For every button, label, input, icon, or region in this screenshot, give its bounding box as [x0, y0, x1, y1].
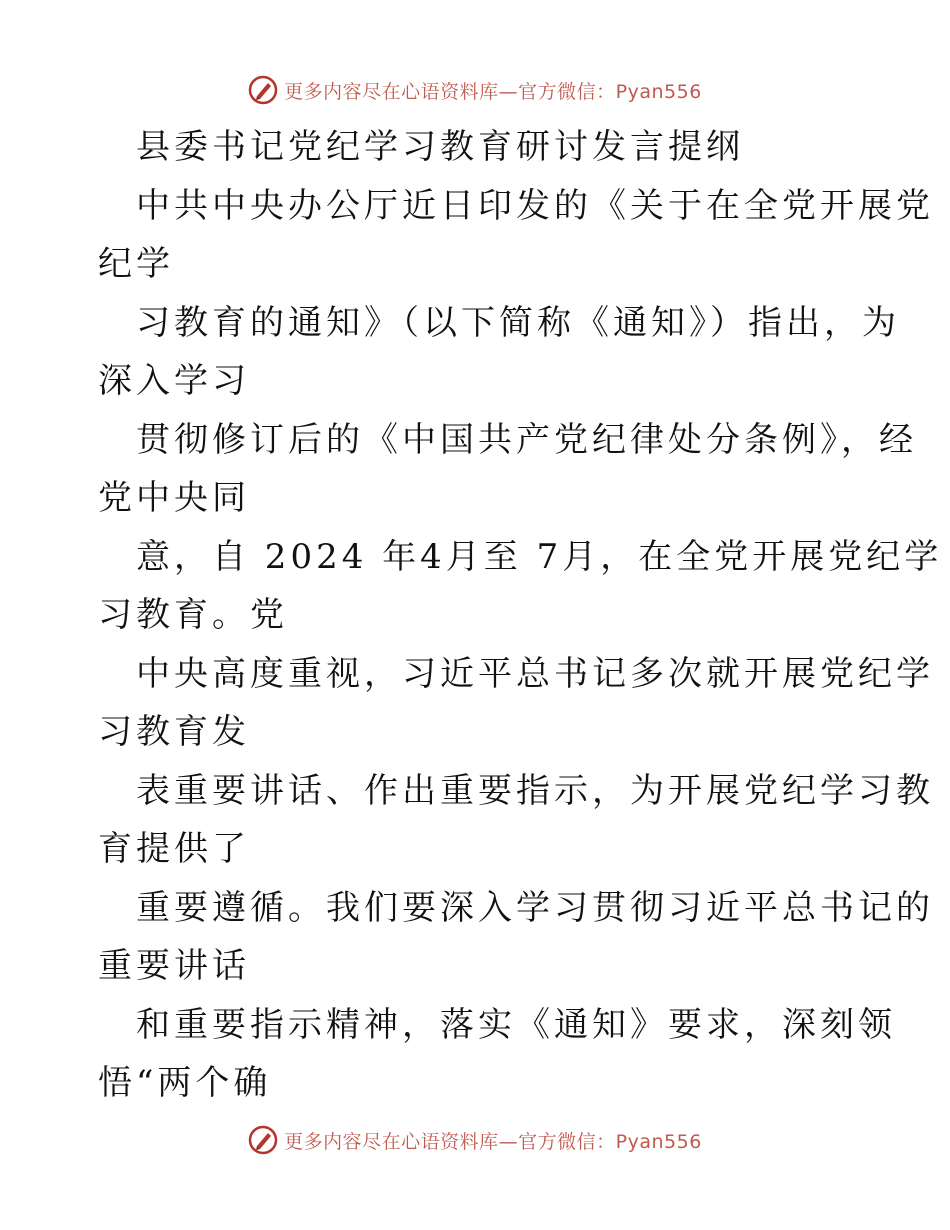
document-title: 县委书记党纪学习教育研讨发言提纲: [136, 127, 744, 167]
text-line: 中央高度重视，习近平总书记多次就开展党纪学: [136, 653, 934, 694]
text-line: 纪学: [98, 244, 174, 284]
footer-watermark: [0, 1120, 950, 1160]
pen-logo-icon: [248, 1125, 278, 1155]
text-line: 中共中央办公厅近日印发的《关于在全党开展党: [136, 185, 934, 226]
text-line: 重要遵循。我们要深入学习贯彻习近平总书记的: [136, 887, 934, 928]
text-line: 贯彻修订后的《中国共产党纪律处分条例》，经: [136, 419, 917, 460]
text-line: 悟“两个确: [98, 1063, 272, 1103]
text-line: 育提供了: [98, 829, 250, 869]
watermark-text: 更多内容尽在心语资料库—官方微信：Pyan556: [284, 80, 702, 103]
text-line: 党中央同: [98, 478, 250, 518]
text-line: 习教育的通知》（以下简称《通知》）指出，为: [136, 302, 900, 343]
header-watermark: [0, 70, 950, 110]
text-line: 表重要讲话、作出重要指示，为开展党纪学习教: [136, 770, 934, 811]
text-line: 深入学习: [98, 361, 250, 401]
text-line: 意，自 2024 年4月至 7月，在全党开展党纪学: [136, 536, 943, 577]
text-line: 习教育发: [98, 712, 250, 752]
text-line: 重要讲话: [98, 946, 250, 986]
text-line: 习教育。党: [98, 595, 288, 635]
document-body: [98, 118, 943, 1113]
text-line: 和重要指示精神，落实《通知》要求，深刻领: [136, 1004, 896, 1045]
pen-logo-icon: [248, 75, 278, 105]
watermark-text: 更多内容尽在心语资料库—官方微信：Pyan556: [284, 1130, 702, 1153]
